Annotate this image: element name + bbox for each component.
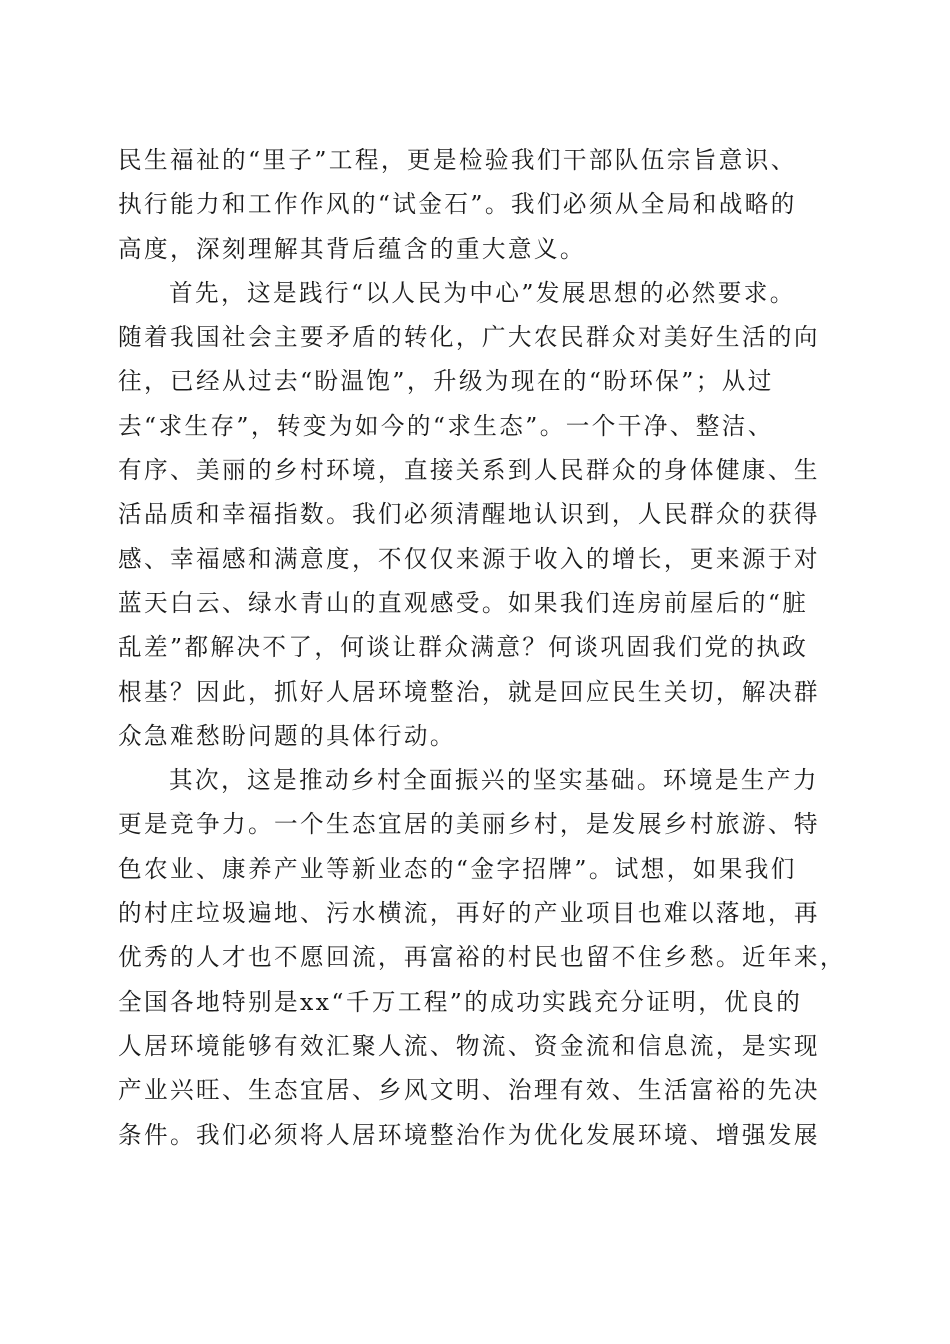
text-line: 条件。我们必须将人居环境整治作为优化发展环境、增强发展 [118, 1120, 820, 1149]
paragraph-first-line: 首先，这是践行“以人民为中心”发展思想的必然要求。 [169, 278, 796, 307]
text-line: 有序、美丽的乡村环境，直接关系到人民群众的身体健康、生 [118, 456, 820, 485]
text-line: 往，已经从过去“盼温饱”，升级为现在的“盼环保”；从过 [118, 367, 774, 396]
text-line: 更是竞争力。一个生态宜居的美丽乡村，是发展乡村旅游、特 [118, 810, 820, 839]
document-body [118, 138, 846, 1157]
text-line: 执行能力和工作作风的“试金石”。我们必须从全局和战略的 [118, 190, 797, 219]
text-line: 感、幸福感和满意度，不仅仅来源于收入的增长，更来源于对 [118, 544, 820, 573]
text-line: 高度，深刻理解其背后蕴含的重大意义。 [118, 234, 586, 263]
text-line: 色农业、康养产业等新业态的“金字招牌”。试想，如果我们 [118, 854, 797, 883]
text-line: 人居环境能够有效汇聚人流、物流、资金流和信息流，是实现 [118, 1031, 820, 1060]
text-line: 随着我国社会主要矛盾的转化，广大农民群众对美好生活的向 [118, 323, 820, 352]
text-line: 的村庄垃圾遍地、污水横流，再好的产业项目也难以落地，再 [118, 899, 820, 928]
text-line: 众急难愁盼问题的具体行动。 [118, 721, 456, 750]
paragraph-first-line: 其次，这是推动乡村全面振兴的坚实基础。环境是生产力 [169, 766, 819, 795]
text-line: 去“求生存”，转变为如今的“求生态”。一个干净、整洁、 [118, 411, 774, 440]
text-line: 民生福祉的“里子”工程，更是检验我们干部队伍宗旨意识、 [118, 146, 797, 174]
text-line: 乱差”都解决不了，何谈让群众满意？何谈巩固我们党的执政 [118, 633, 809, 662]
text-line: 活品质和幸福指数。我们必须清醒地认识到，人民群众的获得 [118, 500, 820, 529]
text-line: 全国各地特别是xx“千万工程”的成功实践充分证明，优良的 [118, 987, 803, 1016]
text-line: 产业兴旺、生态宜居、乡风文明、治理有效、生活富裕的先决 [118, 1076, 820, 1105]
text-line: 蓝天白云、绿水青山的直观感受。如果我们连房前屋后的“脏 [118, 588, 809, 617]
text-line: 优秀的人才也不愿回流，再富裕的村民也留不住乡愁。近年来， [118, 943, 846, 972]
text-line: 根基？因此，抓好人居环境整治，就是回应民生关切，解决群 [118, 677, 820, 706]
